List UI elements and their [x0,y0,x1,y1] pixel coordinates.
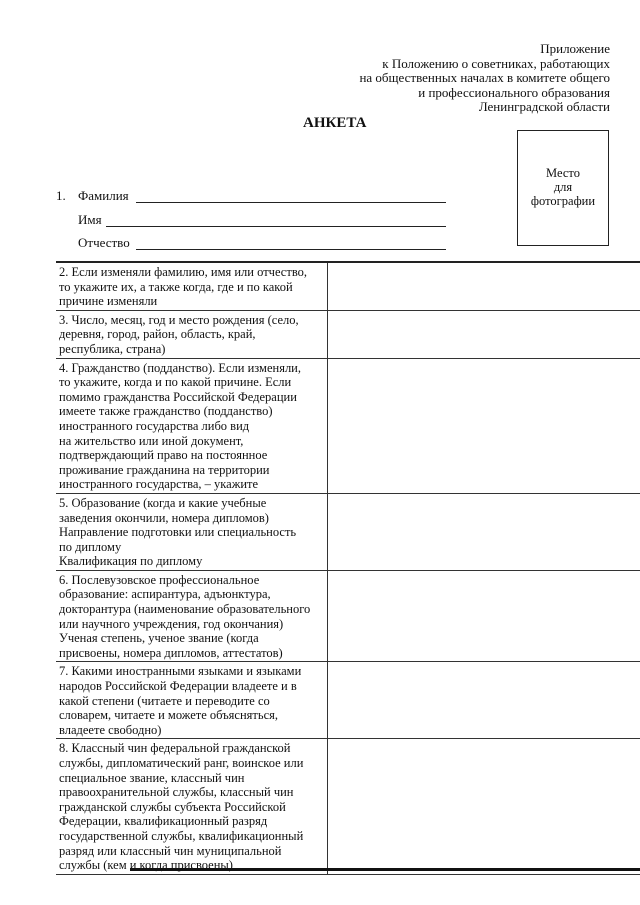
answer-cell[interactable] [328,263,640,310]
page-bottom-rule [130,868,640,871]
question-line: государственной службы, квалификационный [59,828,304,843]
question-line: правоохранительной службы, классный чин [59,785,294,800]
table-row [56,571,640,663]
questionnaire-table [56,261,640,875]
appendix-header-line: на общественных началах в комитете общего [359,70,610,85]
surname-label: Фамилия [78,188,129,203]
question-cell [56,571,328,662]
question-line: на жительство или иной документ, [59,433,244,448]
first-name-row [56,212,446,236]
question-cell [56,263,328,310]
table-row [56,739,640,874]
appendix-header-line: Приложение [540,41,610,56]
question-line: иностранного государства либо вид [59,418,250,433]
question-line: причине изменяли [59,294,158,309]
table-row [56,662,640,739]
form-title-text: АНКЕТА [303,115,367,131]
photo-placeholder-line: для [553,180,573,194]
item-number: 1. [56,188,66,203]
photo-placeholder-line: фотографии [530,194,596,208]
question-line: 8. Классный чин федеральной гражданской [59,741,291,756]
appendix-header-line: Ленинградской области [478,99,610,114]
question-line: словарем, читаете и можете объясняться, [59,708,279,723]
question-line: 3. Число, месяц, год и место рождения (село, [59,312,299,327]
surname-row [56,188,446,212]
patronymic-row [56,235,446,259]
question-line: иностранного государства, – укажите [59,477,259,492]
question-line: народов Российской Федерации владеете и в [59,679,297,694]
question-line: 6. Послевузовское профессиональное [59,572,260,587]
question-cell [56,494,328,570]
question-cell [56,739,328,873]
question-cell [56,359,328,493]
first-name-label: Имя [78,211,102,227]
answer-cell[interactable] [328,739,640,873]
photo-placeholder[interactable] [517,130,609,246]
question-line: владеете свободно) [59,722,162,737]
question-line: помимо гражданства Российской Федерации [59,389,297,404]
question-line: службы, дипломатический ранг, воинское или [59,756,304,770]
question-line: то укажите их, а также когда, где и по какой [59,279,293,294]
answer-cell[interactable] [328,571,640,662]
table-row [56,263,640,311]
question-line: докторантура (наименование образовательного [59,602,311,617]
question-line: 4. Гражданство (подданство). Если изменяли, [59,360,301,375]
question-line: то укажите, когда и по какой причине. Если [59,375,292,390]
question-line: подтверждающий право на постоянное [59,448,268,463]
question-cell [56,662,328,738]
appendix-header [359,42,610,115]
question-line: Направление подготовки или специальность [59,525,297,540]
answer-cell[interactable] [328,311,640,358]
question-line: гражданской службы субъекта Российской [59,799,286,814]
appendix-header-line: и профессионального образования [418,84,610,100]
question-line: образование: аспирантура, адъюнктура, [59,587,271,602]
question-line: какой степени (читаете и переводите со [59,693,270,708]
answer-cell[interactable] [328,494,640,570]
name-fields [56,188,446,259]
surname-field[interactable] [136,202,446,203]
table-row [56,311,640,359]
question-line: заведения окончили, номера дипломов) [59,510,269,525]
table-row [56,494,640,571]
question-line: по диплому [59,539,122,554]
question-line: республика, страна) [59,341,166,356]
question-line: 7. Какими иностранными языками и языками [59,664,302,679]
first-name-field[interactable] [106,226,446,227]
question-line: Квалификация по диплому [59,554,203,569]
question-cell [56,311,328,358]
patronymic-label: Отчество [78,235,130,250]
question-line: специальное звание, классный чин [59,770,245,785]
question-line: проживание гражданина на территории [59,462,270,477]
appendix-header-line: к Положению о советниках, работающих [382,55,610,71]
question-line: имеете также гражданство (подданство) [59,404,273,419]
patronymic-field[interactable] [136,249,446,250]
question-line: присвоены, номера дипломов, аттестатов) [59,645,283,660]
answer-cell[interactable] [328,662,640,738]
question-line: службы (кем и когда присвоены) [59,858,233,873]
photo-placeholder-line: Место [546,166,580,180]
question-line: разряд или классный чин муниципальной [59,843,282,858]
question-line: деревня, город, район, область, край, [59,327,256,342]
question-line: 5. Образование (когда и какие учебные [59,495,267,510]
question-line: Федерации, квалификационный разряд [59,814,268,829]
table-row [56,359,640,494]
answer-cell[interactable] [328,359,640,493]
question-line: или научного учреждения, год окончания) [59,616,284,631]
question-line: Ученая степень, ученое звание (когда [59,631,259,646]
question-line: 2. Если изменяли фамилию, имя или отчество, [59,265,308,279]
